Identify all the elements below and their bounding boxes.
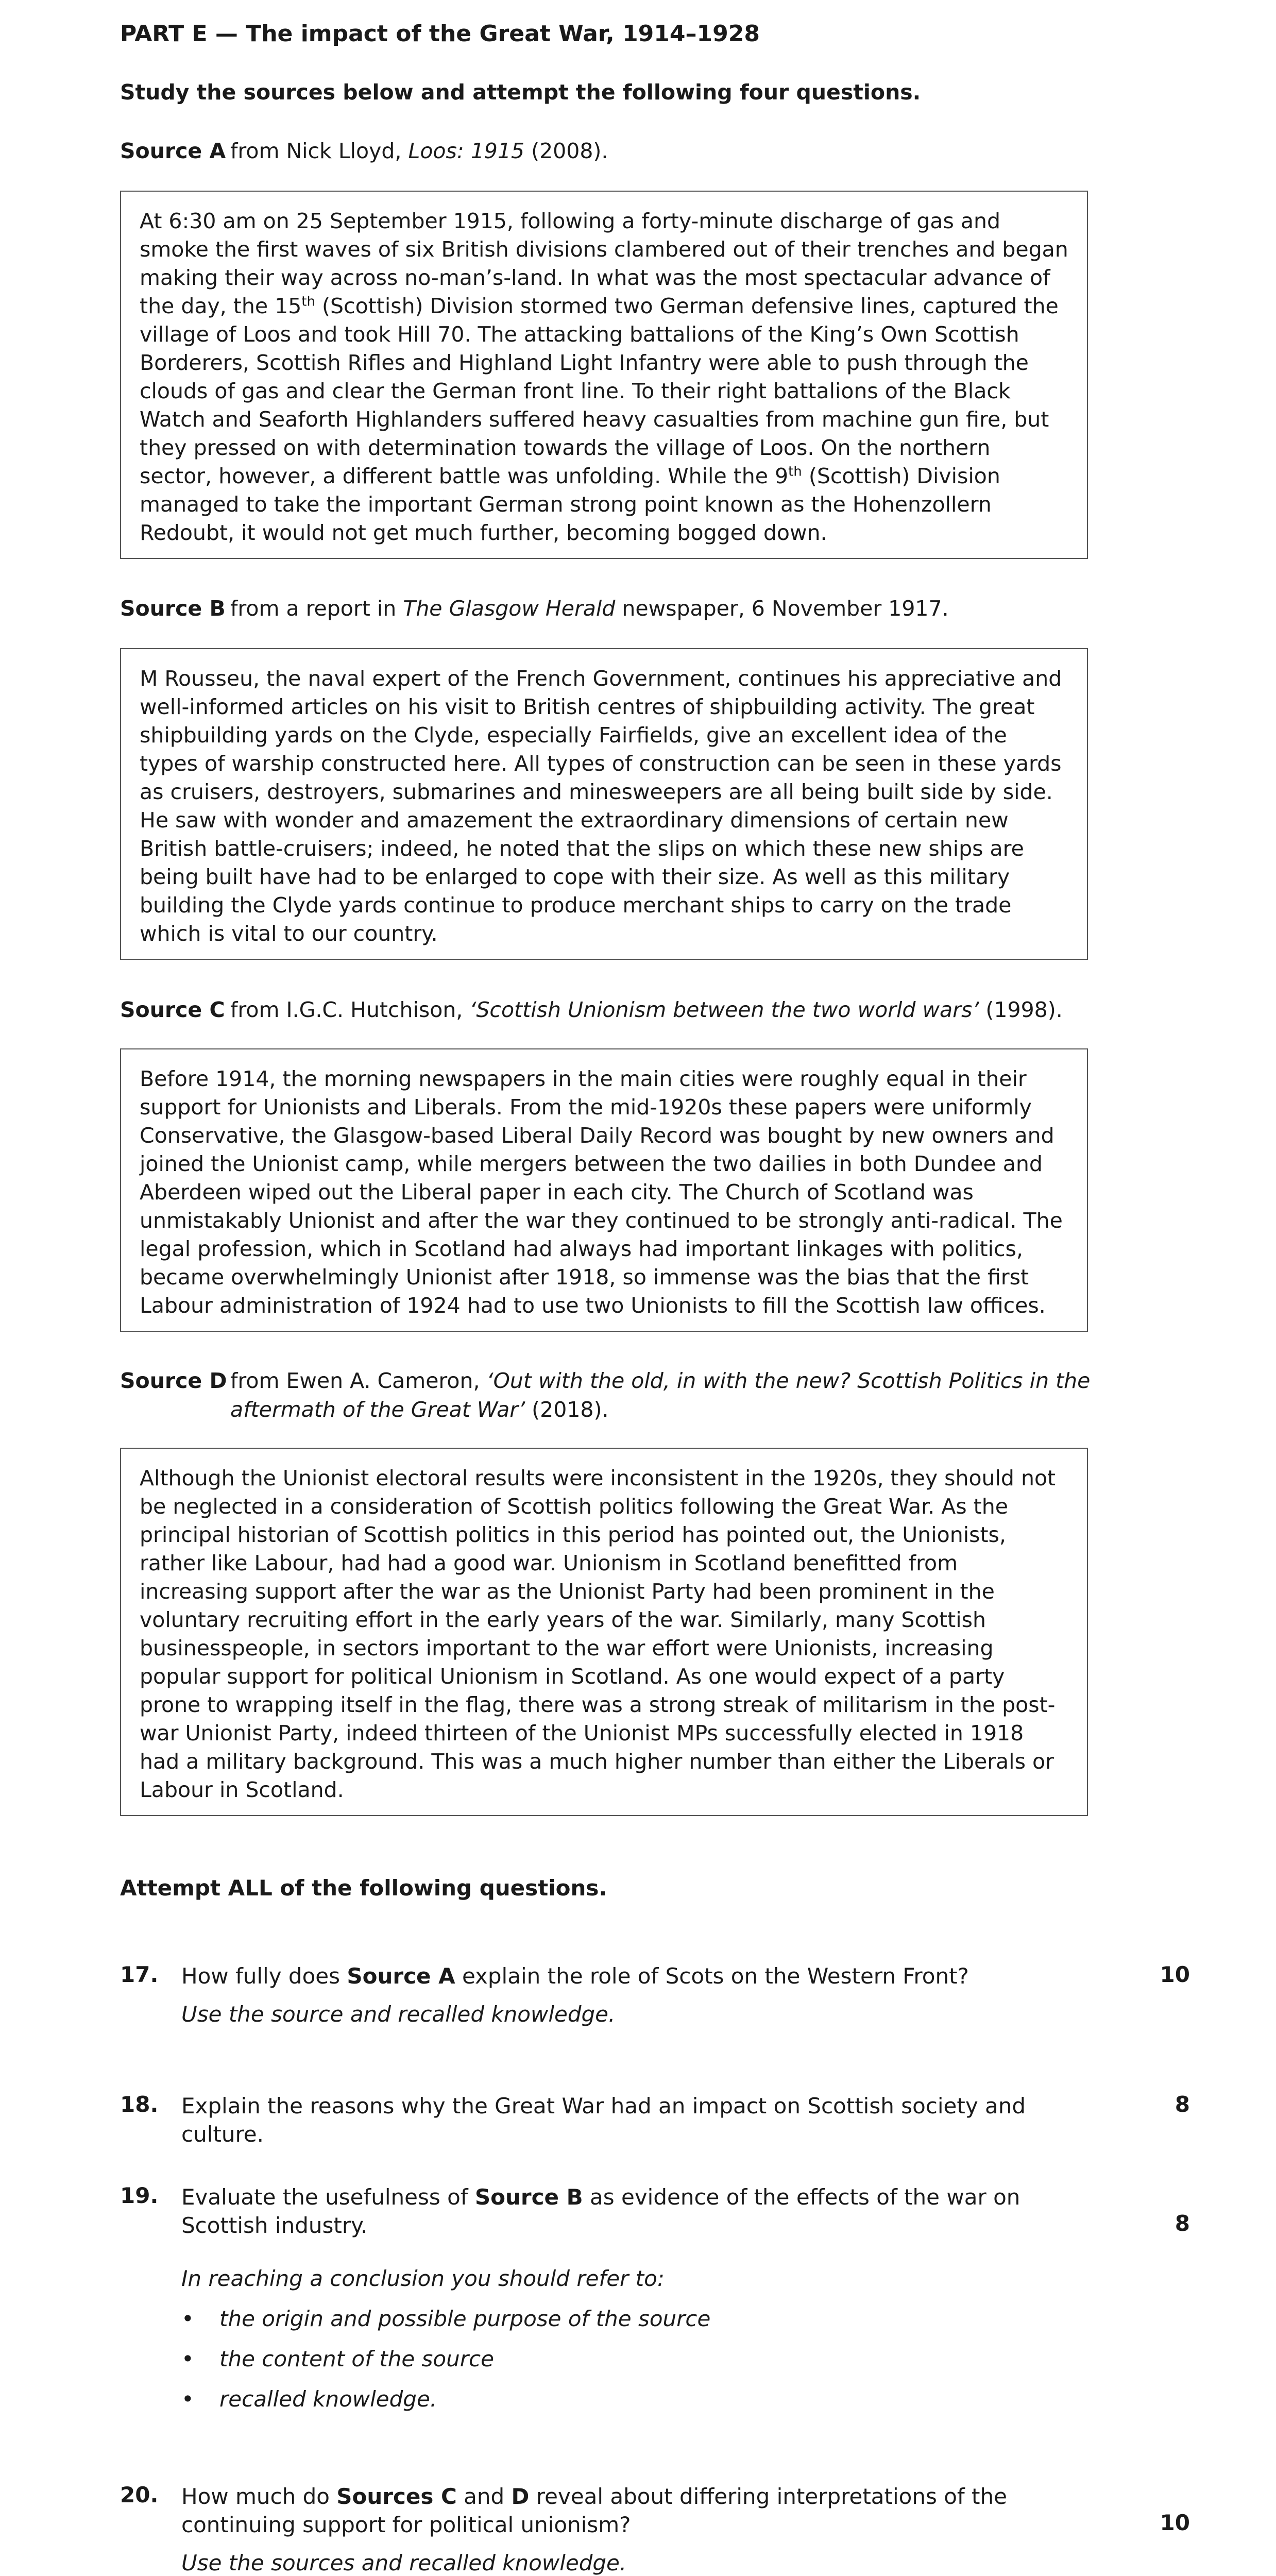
source-a-label: Source A bbox=[120, 139, 226, 163]
source-c-heading bbox=[120, 995, 1063, 1024]
source-d-cite-post: (2018). bbox=[525, 1397, 609, 1422]
source-c-citation bbox=[230, 997, 1063, 1022]
question-19-number: 19. bbox=[120, 2183, 159, 2208]
question-17-marks: 10 bbox=[1160, 1962, 1190, 1987]
source-b-text: M Rousseu, the naval expert of the French Government, continues his appreciative and well-informed articles on his visit to British centres of shipbuilding activity. The great shipbuilding yards on the Clyde, especially Fairfields, give an excellent idea of the types of warship constructed here. All types of construction can be seen in these yards as cruisers, destroyers, submarines and minesweepers are all being built side by side. He saw with wonder and amazement the extraordinary dimensions of certain new British battle-cruisers; indeed, he noted that the slips on which these new ships are being built have had to be enlarged to cope with their size. As well as this military building the Clyde yards continue to produce merchant ships to carry on the trade which is vital to our country. bbox=[140, 666, 1062, 946]
question-19-post: as evidence of the effects of the war on Scottish industry. bbox=[181, 2184, 1020, 2238]
source-a-cite-post: (2008). bbox=[524, 139, 608, 163]
question-19-pre: Evaluate the usefulness of bbox=[181, 2184, 475, 2210]
source-a-box bbox=[120, 191, 1088, 559]
question-17-post: explain the role of Scots on the Western Front? bbox=[455, 1963, 969, 1989]
bullet-icon: • bbox=[181, 2306, 194, 2331]
question-20-post: reveal about differing interpretations of the continuing support for political unionism? bbox=[181, 2484, 1007, 2537]
question-20-mid: and bbox=[456, 2484, 512, 2509]
question-20-source-ref: Sources C bbox=[336, 2484, 457, 2509]
question-20-source-ref-2: D bbox=[511, 2484, 530, 2509]
source-c-text: Before 1914, the morning newspapers in the main cities were roughly equal in their support for Unionists and Liberals. From the mid-1920s these papers were uniformly Conservative, the Glasgow-based Liberal Daily Record was bought by new owners and joined the Unionist camp, while mergers between the two dailies in both Dundee and Aberdeen wiped out the Liberal paper in each city. The Church of Scotland was unmistakably Unionist and after the war they continued to be strongly anti-radical. The legal profession, which in Scotland had always had important linkages with politics, became overwhelmingly Unionist after 1918, so immense was the bias that the first Labour administration of 1924 had to use two Unionists to fill the Scottish law offices. bbox=[140, 1066, 1063, 1318]
bullet-icon: • bbox=[181, 2386, 194, 2412]
source-d-label: Source D bbox=[120, 1368, 227, 1393]
question-20-text bbox=[181, 2482, 1026, 2539]
source-b-box bbox=[120, 648, 1088, 960]
source-b-cite-title: The Glasgow Herald bbox=[403, 596, 616, 621]
question-19-bullet bbox=[181, 2346, 494, 2371]
question-19-bullet bbox=[181, 2306, 710, 2331]
section-instruction: Study the sources below and attempt the following four questions. bbox=[120, 80, 921, 105]
question-20-note: Use the sources and recalled knowledge. bbox=[181, 2550, 627, 2575]
question-19-bullet-text: the content of the source bbox=[219, 2346, 494, 2371]
source-d-cite-title: ‘Out with the old, in with the new? Scottish Politics in the aftermath of the Great War’ bbox=[230, 1368, 1091, 1422]
source-a-citation bbox=[230, 139, 608, 163]
source-a-heading bbox=[120, 137, 608, 165]
question-20-number: 20. bbox=[120, 2482, 159, 2507]
source-c-cite-post: (1998). bbox=[979, 997, 1063, 1022]
question-17-pre: How fully does bbox=[181, 1963, 347, 1989]
source-c-cite-title: ‘Scottish Unionism between the two world wars’ bbox=[469, 997, 979, 1022]
source-b-label: Source B bbox=[120, 596, 226, 621]
question-19-note: In reaching a conclusion you should refer to: bbox=[181, 2266, 665, 2291]
source-a-cite-pre: from Nick Lloyd, bbox=[230, 139, 409, 163]
source-b-citation bbox=[230, 596, 949, 621]
source-a-sup1: th bbox=[301, 294, 315, 310]
bullet-icon: • bbox=[181, 2346, 194, 2371]
source-a-text bbox=[140, 207, 1068, 547]
question-19-bullet bbox=[181, 2386, 437, 2412]
question-18-number: 18. bbox=[120, 2092, 159, 2117]
section-title: PART E — The impact of the Great War, 1914–1928 bbox=[120, 21, 760, 47]
source-a-cite-title: Loos: 1915 bbox=[408, 139, 525, 163]
source-d-citation bbox=[230, 1366, 1099, 1424]
question-17-text bbox=[181, 1962, 1109, 1990]
source-d-cite-pre: from Ewen A. Cameron, bbox=[230, 1368, 487, 1393]
source-c-label: Source C bbox=[120, 997, 225, 1022]
question-17-source-ref: Source A bbox=[347, 1963, 455, 1989]
source-a-text-part3: (Scottish) Division managed to take the important German strong point known as the Hohenzollern Redoubt, it would not get much further, becoming bogged down. bbox=[140, 464, 1000, 545]
source-d-box bbox=[120, 1448, 1088, 1816]
question-19-bullet-text: recalled knowledge. bbox=[219, 2386, 437, 2412]
attempt-all-instruction: Attempt ALL of the following questions. bbox=[120, 1875, 607, 1901]
source-b-cite-pre: from a report in bbox=[230, 596, 403, 621]
question-17-note: Use the source and recalled knowledge. bbox=[181, 2002, 616, 2027]
question-19-text bbox=[181, 2183, 1098, 2240]
source-d-text: Although the Unionist electoral results were inconsistent in the 1920s, they should not be neglected in a consideration of Scottish politics following the Great War. As the principal historian of Scottish politics in this period has pointed out, the Unionists, rather like Labour, had had a good war. Unionism in Scotland benefitted from increasing support after the war as the Unionist Party had been prominent in the voluntary recruiting effort in the early years of the war. Similarly, many Scottish businesspeople, in sectors important to the war effort were Unionists, increasing popular support for political Unionism in Scotland. As one would expect of a party prone to wrapping itself in the flag, there was a strong streak of militarism in the post-war Unionist Party, indeed thirteen of the Unionist MPs successfully elected in 1918 had a military background. This was a much higher number than either the Liberals or Labour in Scotland. bbox=[140, 1466, 1056, 1802]
question-20-pre: How much do bbox=[181, 2484, 337, 2509]
source-b-cite-post: newspaper, 6 November 1917. bbox=[615, 596, 949, 621]
source-b-heading bbox=[120, 594, 949, 623]
source-c-box bbox=[120, 1048, 1088, 1332]
question-18-text: Explain the reasons why the Great War had an impact on Scottish society and culture. bbox=[181, 2093, 1026, 2147]
source-c-cite-pre: from I.G.C. Hutchison, bbox=[230, 997, 470, 1022]
source-a-sup2: th bbox=[788, 464, 802, 480]
question-19-source-ref: Source B bbox=[474, 2184, 583, 2210]
question-17-number: 17. bbox=[120, 1962, 159, 1987]
source-d-heading bbox=[120, 1366, 1099, 1424]
source-a-text-part1: At 6:30 am on 25 September 1915, following a forty-minute discharge of gas and smoke the first waves of six British divisions clambered out of their trenches and began making their way across no-man’s-land. In what was the most spectacular advance of the day, the 15 bbox=[140, 209, 1068, 318]
question-20-marks: 10 bbox=[1160, 2510, 1190, 2535]
question-19-bullet-text: the origin and possible purpose of the source bbox=[219, 2306, 711, 2331]
source-a-text-part2: (Scottish) Division stormed two German defensive lines, captured the village of Loos and took Hill 70. The attacking battalions of the King’s Own Scottish Borderers, Scottish Rifles and Highland Light Infantry were able to push through the clouds of gas and clear the German front line. To their right battalions of the Black Watch and Seaforth Highlanders suffered heavy casualties from machine gun fire, but they pressed on with determination towards the village of Loos. On the northern sector, however, a different battle was unfolding. While the 9 bbox=[140, 294, 1059, 488]
question-19-marks: 8 bbox=[1175, 2211, 1190, 2236]
question-18-marks: 8 bbox=[1175, 2092, 1190, 2117]
